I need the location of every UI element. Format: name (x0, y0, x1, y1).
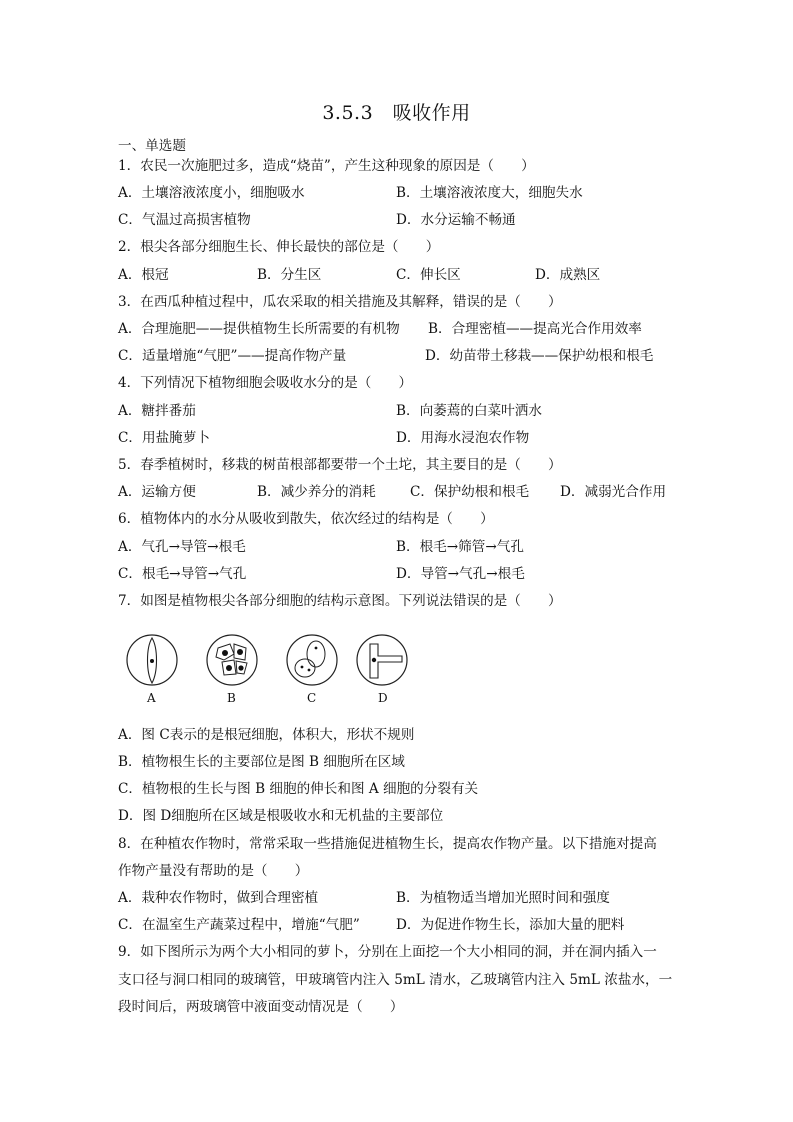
q6-option-b: B．根毛→筛管→气孔 (396, 539, 524, 555)
q6-option-d: D．导管→气孔→根毛 (396, 566, 525, 582)
question-5-stem: 5．春季植树时，移栽的树苗根部都要带一个土坨，其主要目的是（ ） (118, 457, 562, 473)
q3-option-b: B．合理密植——提高光合作用效率 (428, 321, 642, 337)
q7-option-a: A．图 C表示的是根冠细胞，体积大，形状不规则 (118, 727, 415, 743)
question-9-stem-line-1: 9．如下图所示为两个大小相同的萝卜，分别在上面挖一个大小相同的洞，并在洞内插入一 (118, 944, 657, 960)
question-4-stem: 4．下列情况下植物细胞会吸收水分的是（ ） (118, 375, 413, 391)
q7-option-c: C．植物根的生长与图 B 细胞的伸长和图 A 细胞的分裂有关 (118, 781, 479, 797)
q8-option-b: B．为植物适当增加光照时间和强度 (396, 890, 610, 906)
q5-option-c: C．保护幼根和根毛 (410, 484, 530, 500)
q1-option-c: C．气温过高损害植物 (118, 212, 251, 228)
question-9-stem-line-3: 段时间后，两玻璃管中液面变动情况是（ ） (118, 999, 404, 1015)
q2-option-b: B．分生区 (257, 267, 322, 283)
q5-option-d: D．减弱光合作用 (560, 484, 667, 500)
q7-option-b: B．植物根生长的主要部位是图 B 细胞所在区域 (118, 754, 405, 770)
question-8-stem-line-2: 作物产量没有帮助的是（ ） (118, 863, 309, 879)
q3-option-d: D．幼苗带土移栽——保护幼根和根毛 (425, 348, 654, 364)
figure-label-a: A (147, 691, 156, 705)
question-6-stem: 6．植物体内的水分从吸收到散失，依次经过的结构是（ ） (118, 511, 494, 527)
question-1-stem: 1．农民一次施肥过多，造成“烧苗”，产生这种现象的原因是（ ） (118, 158, 535, 174)
section-heading: 一、单选题 (118, 138, 186, 154)
q4-option-b: B．向萎蔫的白菜叶洒水 (396, 403, 542, 419)
q8-option-d: D．为促进作物生长，添加大量的肥料 (396, 917, 625, 933)
q4-option-d: D．用海水浸泡农作物 (396, 430, 530, 446)
q1-option-d: D．水分运输不畅通 (396, 212, 516, 228)
cell-c-figure (287, 635, 337, 685)
q3-option-a: A．合理施肥——提供植物生长所需要的有机物 (118, 321, 400, 337)
q1-option-a: A．土壤溶液浓度小，细胞吸水 (118, 185, 305, 201)
q1-option-b: B．土壤溶液浓度大，细胞失水 (396, 185, 583, 201)
figure-label-d: D (378, 691, 388, 705)
cell-b-figure (207, 635, 257, 685)
q3-option-c: C．适量增施“气肥”——提高作物产量 (118, 348, 347, 364)
q2-option-c: C．伸长区 (396, 267, 461, 283)
figure-label-b: B (227, 691, 236, 705)
q4-option-a: A．糖拌番茄 (118, 403, 196, 419)
q6-option-c: C．根毛→导管→气孔 (118, 566, 247, 582)
q7-option-d: D．图 D细胞所在区域是根吸收水和无机盐的主要部位 (118, 808, 444, 824)
q4-option-c: C．用盐腌萝卜 (118, 430, 210, 446)
q2-option-a: A．根冠 (118, 267, 169, 283)
question-2-stem: 2．根尖各部分细胞生长、伸长最快的部位是（ ） (118, 239, 440, 255)
q8-option-c: C．在温室生产蔬菜过程中，增施“气肥” (118, 917, 360, 933)
question-7-stem: 7．如图是植物根尖各部分细胞的结构示意图。下列说法错误的是（ ） (118, 593, 562, 609)
q2-option-d: D．成熟区 (535, 267, 601, 283)
root-tip-cells-figure (124, 630, 414, 690)
q6-option-a: A．气孔→导管→根毛 (118, 539, 246, 555)
question-8-stem-line-1: 8．在种植农作物时，常常采取一些措施促进植物生长，提高农作物产量。以下措施对提高 (118, 836, 657, 852)
q5-option-b: B．减少养分的消耗 (257, 484, 376, 500)
q8-option-a: A．栽种农作物时，做到合理密植 (118, 890, 319, 906)
q5-option-a: A．运输方便 (118, 484, 196, 500)
question-3-stem: 3．在西瓜种植过程中，瓜农采取的相关措施及其解释，错误的是（ ） (118, 294, 562, 310)
cell-d-figure (357, 635, 407, 685)
figure-label-c: C (307, 691, 317, 705)
page-title: 3.5.3 吸收作用 (322, 102, 471, 124)
cell-a-figure (127, 635, 177, 685)
question-9-stem-line-2: 支口径与洞口相同的玻璃管，甲玻璃管内注入 5mL 清水，乙玻璃管内注入 5mL 浓盐水，一 (118, 972, 673, 988)
